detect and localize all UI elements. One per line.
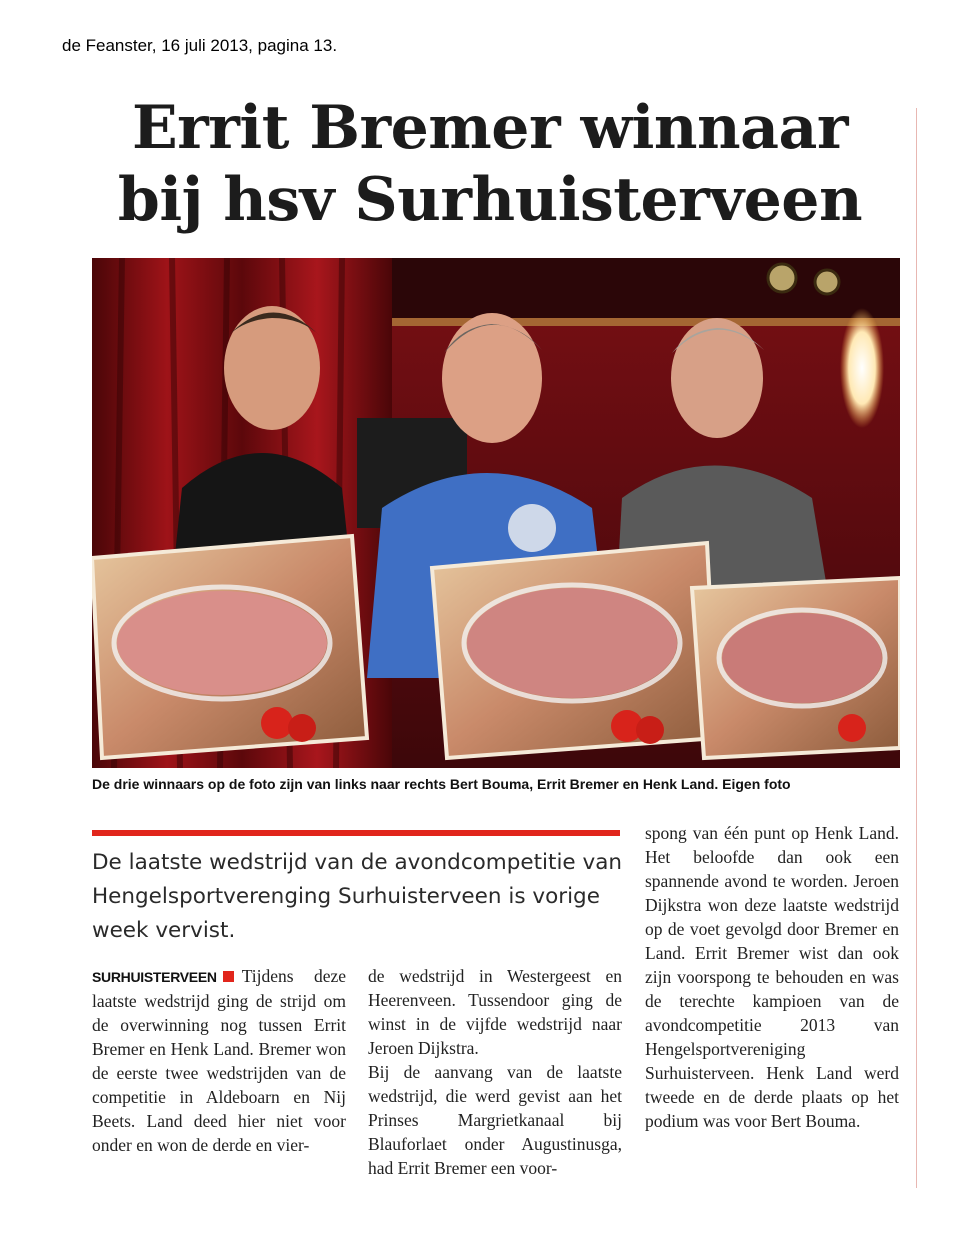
- dateline: SURHUISTERVEEN: [92, 969, 217, 985]
- photo-caption: De drie winnaars op de foto zijn van links naar rechts Bert Bouma, Errit Bremer en Henk Land. Eigen foto: [92, 776, 791, 792]
- source-line: de Feanster, 16 juli 2013, pagina 13.: [62, 36, 338, 55]
- lead-rule: [92, 830, 620, 836]
- article-text-col1: Tijdens deze laatste wedstrijd ging de strijd om de overwinning nog tussen Errit Bremer en Henk Land. Bremer won de eerste twee wedstrijden van de competitie in Aldeboarn en Nij Beets. Land deed hier niet voor onder en won de derde en vier-: [92, 966, 346, 1155]
- column-divider: [916, 108, 917, 1188]
- article-paragraph: Bij de aanvang van de laatste wedstrijd, die werd gevist aan het Prinses Margrietkanaal bij Blauforlaet onder Augustinusga, had Errit Bremer een voor-: [368, 1062, 622, 1178]
- article-paragraph: de wedstrijd in Westergeest en Heerenveen. Tussendoor ging de winst in de vijfde wedstrijd naar Jeroen Dijkstra.: [368, 966, 622, 1058]
- headline-line-1: Errit Bremer winnaar: [131, 93, 849, 163]
- lead-paragraph: De laatste wedstrijd van de avondcompetitie van Hengelsportverenging Surhuisterveen is vorige week vervist.: [92, 850, 623, 943]
- article-paragraph: [92, 964, 346, 1157]
- headline: [60, 92, 920, 236]
- headline-line-2: bij hsv Surhuisterveen: [117, 165, 863, 235]
- article-paragraph: spong van één punt op Henk Land. Het beloofde dan ook een spannende avond te worden. Jeroen Dijkstra won deze laatste wedstrijd op de voet gevolgd door Bremer en Land. Errit Bremer wist dan ook zijn voorspong te behouden en was de terechte kampioen van de avondcompetitie 2013 van Hengelsportvereniging Surhuisterveen. Henk Land werd tweede en de derde plaats op het podium was voor Bert Bouma.: [645, 823, 899, 1131]
- article-photo: [92, 258, 900, 768]
- article-column-2: [368, 964, 622, 1180]
- dateline-square-icon: [223, 971, 234, 982]
- article-column-3: [645, 821, 899, 1133]
- article-column-1: [92, 964, 346, 1157]
